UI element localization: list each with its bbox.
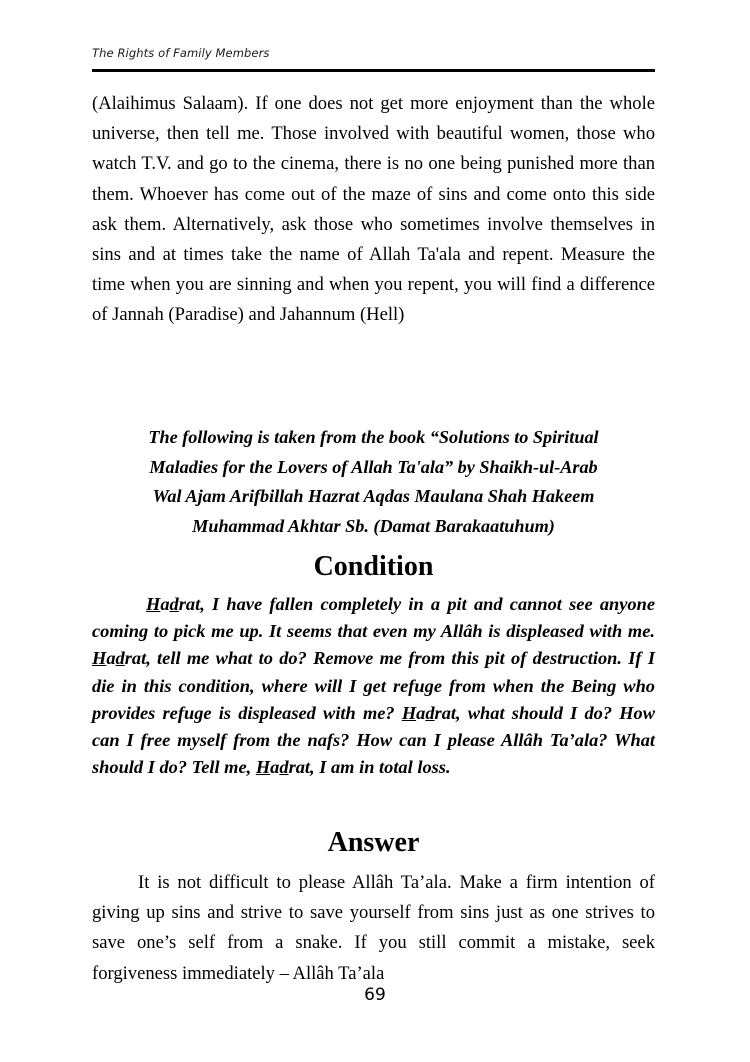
term-hadrat-h: H	[146, 594, 161, 614]
term-hadrat-rat: rat	[178, 594, 201, 614]
condition-text-3: , what should I do? How can I free myself from the nafs? How can I please Allâh Ta’ala? What should I do? Tell me,	[92, 702, 655, 778]
term-hadrat-d-2: d	[115, 648, 125, 669]
header-rule	[92, 69, 655, 72]
term-hadrat-a: a	[160, 594, 170, 614]
term-hadrat-h-2: H	[92, 648, 107, 669]
term-hadrat-d-3: d	[425, 702, 435, 723]
term-hadrat-d-4: d	[279, 757, 289, 778]
page-number: 69	[364, 985, 386, 1005]
section-heading-answer: Answer	[327, 827, 420, 858]
term-hadrat-4	[256, 757, 310, 777]
term-hadrat-2	[92, 648, 146, 668]
term-hadrat-h-4: H	[255, 757, 271, 778]
attribution-line-4: Muhammad Akhtar Sb. (Damat Barakaatuhum)	[192, 515, 555, 536]
attribution-block	[92, 423, 655, 541]
term-hadrat-h-3: H	[401, 702, 417, 723]
running-header	[92, 44, 655, 62]
condition-text-2: , tell me what to do? Remove me from this pit of destruction. If I die in this condition, where will I get refuge from when the Being who provides refuge is displeased with me?	[92, 648, 655, 723]
condition-text-1: , I have fallen completely in a pit and cannot see anyone coming to pick me up. It seems that even my Allâh is displeased with me.	[92, 594, 655, 642]
term-hadrat-rat-2: rat	[124, 648, 147, 669]
attribution-line-2: Maladies for the Lovers of Allah Ta'ala” by Shaikh-ul-Arab	[149, 456, 598, 477]
term-hadrat-rat-3: rat	[434, 702, 456, 723]
attribution-line-3: Wal Ajam Arifbillah Hazrat Aqdas Maulana Shah Hakeem	[152, 486, 595, 506]
condition-paragraph	[92, 591, 655, 781]
opening-paragraph: (Alaihimus Salaam). If one does not get more enjoyment than the whole universe, then tell me. Those involved with beautiful women, those who watch T.V. and go to the cinema, there is no one being punished more than them. Whoever has come out of the maze of sins and come onto this side ask them. Alternatively, ask those who sometimes involve themselves in sins and at times take the name of Allah Ta'ala and repent. Measure the time when you are sinning and when you repent, you will find a difference of Jannah (Paradise) and Jahannum (Hell)	[92, 93, 655, 326]
running-header-text: The Rights of Family Members	[92, 46, 270, 60]
term-hadrat-a-4: a	[270, 757, 280, 778]
term-hadrat-3	[402, 703, 456, 723]
term-hadrat-a-2: a	[106, 648, 116, 669]
term-hadrat	[146, 594, 200, 614]
term-hadrat-rat-4: rat	[288, 757, 311, 778]
term-hadrat-a-3: a	[416, 702, 426, 723]
section-heading-condition: Condition	[313, 551, 434, 582]
term-hadrat-d: d	[169, 594, 179, 614]
attribution-line-1: The following is taken from the book “Solutions to Spiritual	[148, 427, 599, 447]
condition-text-4: , I am in total loss.	[310, 757, 451, 778]
answer-paragraph: It is not difficult to please Allâh Ta’ala. Make a firm intention of giving up sins and strive to save yourself from sins just as one strives to save one’s self from a snake. If you still commit a mistake, seek forgiveness immediately – Allâh Ta’ala	[92, 872, 655, 984]
